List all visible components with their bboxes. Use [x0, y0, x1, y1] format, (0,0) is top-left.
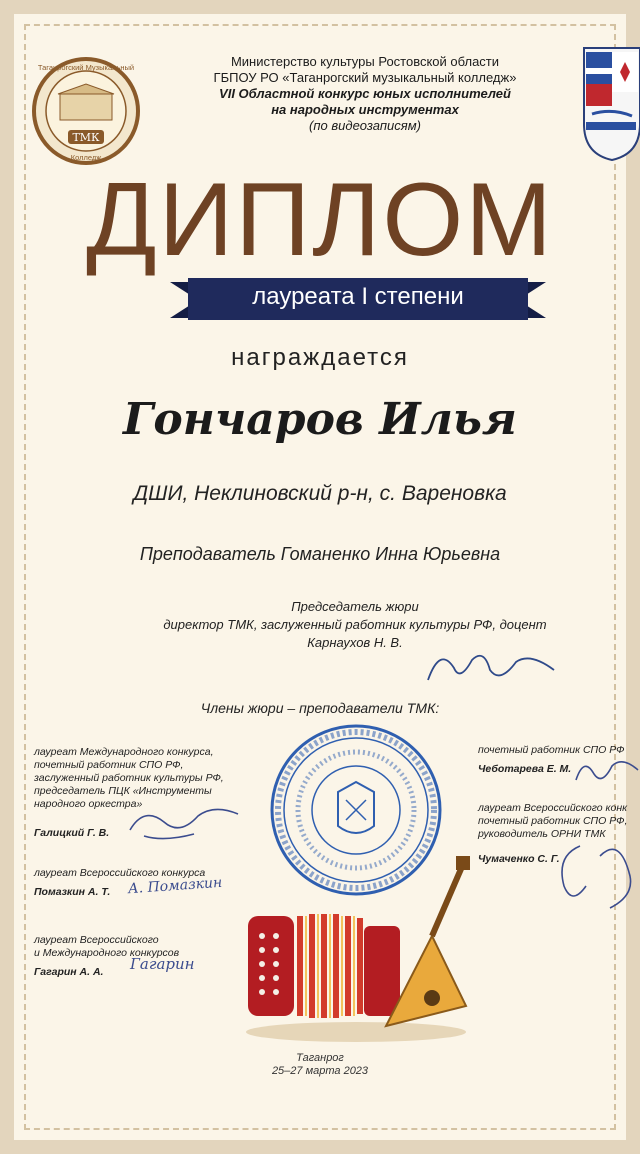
- member-title-line: лауреат Всероссийского конк: [478, 802, 628, 814]
- member-name: Чумаченко С. Г.: [478, 853, 560, 865]
- coat-of-arms-icon: [582, 44, 640, 162]
- chebotareva-signature-icon: [572, 752, 640, 790]
- chumachenko-signature-icon: [550, 816, 640, 916]
- member-title-line: почетный работник СПО РФ: [478, 744, 625, 756]
- logo-top-text: Таганрогский Музыкальный: [37, 63, 135, 72]
- college-logo-icon: [24, 56, 148, 166]
- jury-chair-name: Карнаухов Н. В.: [307, 635, 403, 650]
- contest-line: VII Областной конкурс юных исполнителей: [219, 86, 511, 101]
- member-name: Гагарин А. А.: [34, 966, 104, 978]
- member-title-line: почетный работник СПО РФ,: [34, 759, 184, 771]
- diploma-title: ДИПЛОМ: [86, 162, 554, 278]
- awarded-label: награждается: [231, 344, 409, 371]
- member-title-line: народного оркестра»: [34, 798, 143, 810]
- ministry-line: Министерство культуры Ростовской области: [230, 54, 500, 69]
- member-title-line: председатель ПЦК «Инструменты: [34, 785, 212, 797]
- member-name: Чеботарева Е. М.: [478, 763, 572, 775]
- gagarin-signature: Гагарин: [130, 955, 195, 973]
- footer-city: Таганрог: [296, 1052, 344, 1064]
- footer-block: [0, 1052, 640, 1078]
- contest-subject-line: на народных инструментах: [271, 102, 459, 117]
- jury-chair-position: директор ТМК, заслуженный работник культуры РФ, доцент: [163, 617, 547, 632]
- logo-center-text: ТМК: [72, 131, 100, 144]
- recipient-name: Гончаров Илья: [123, 394, 517, 445]
- school-line: ДШИ, Неклиновский р-н, с. Вареновка: [133, 482, 507, 505]
- contest-format-line: (по видеозаписям): [309, 118, 421, 133]
- member-name: Помазкин А. Т.: [34, 886, 111, 898]
- diploma-subtitle: лауреата I степени: [252, 283, 464, 310]
- member-title-line: и Международного конкурсов: [34, 947, 180, 959]
- member-title-line: лауреат Международного конкурса,: [34, 746, 214, 758]
- member-title-line: руководитель ОРНИ ТМК: [478, 828, 606, 840]
- member-title-line: заслуженный работник культуры РФ,: [34, 772, 224, 784]
- member-title-line: лауреат Всероссийского: [34, 934, 159, 946]
- college-line: ГБПОУ РО «Таганрогский музыкальный колледж»: [213, 70, 517, 85]
- organizer-block: [150, 54, 580, 134]
- pomazkin-signature: А. Помазкин: [127, 874, 223, 898]
- member-title-line: почетный работник СПО РФ,: [478, 815, 628, 827]
- chair-signature-icon: [420, 640, 560, 690]
- footer-date: 25–27 марта 2023: [271, 1065, 369, 1077]
- logo-bottom-text: Колледж: [70, 153, 102, 162]
- accordion-balalaika-illustration: [236, 856, 476, 1046]
- galitsky-signature-icon: [124, 796, 244, 846]
- jury-members-title: Члены жюри – преподаватели ТМК:: [200, 700, 440, 716]
- member-title-line: лауреат Всероссийского конкурса: [34, 867, 206, 879]
- member-name: Галицкий Г. В.: [34, 827, 110, 839]
- teacher-line: Преподаватель Гоманенко Инна Юрьевна: [139, 544, 501, 564]
- jury-chair-title: Председатель жюри: [291, 599, 419, 614]
